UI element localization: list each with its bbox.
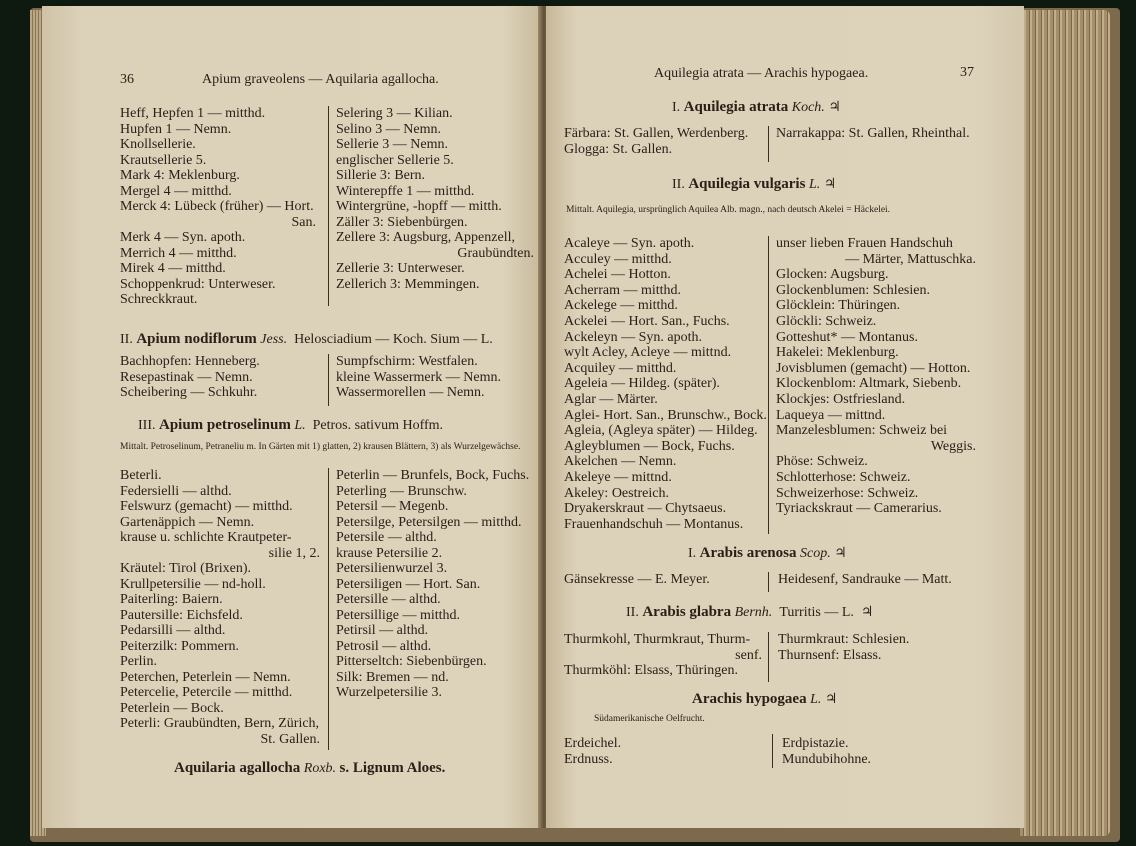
footer-aquilaria: Aquilaria agallocha Roxb. s. Lignum Aloes. (174, 760, 446, 776)
entry-line: Petercelie, Petercile — mitthd. (120, 685, 293, 700)
entry-line: Klockjes: Ostfriesland. (776, 392, 906, 407)
entry-line: senf. (735, 647, 762, 663)
section-arabis-glabra: II. Arabis glabra Bernh. Turritis — L. ♃ (626, 604, 874, 620)
entry-line: Petirsil — althd. (336, 623, 429, 638)
entry-line: Erdpistazie. (782, 736, 849, 751)
section-apium-petroselinum: III. Apium petroselinum L. Petros. sativum Hoffm. (138, 417, 444, 433)
running-head-left: Apium graveolens — Aquilaria agallocha. (202, 72, 439, 87)
left-page (42, 6, 542, 828)
column-rule (772, 734, 773, 768)
entry-line: Pautersille: Eichsfeld. (120, 607, 243, 623)
entry-line: Peiterzilk: Pommern. (120, 638, 239, 654)
entry-line: Achelei — Hotton. (564, 267, 671, 283)
entry-line: Hakelei: Meklenburg. (776, 345, 899, 361)
entry-line: Selino 3 — Nemn. (336, 121, 441, 137)
entry-line: Schoppenkrud: Unterweser. (120, 276, 276, 292)
entry-line: Peterlin — Brunfels, Bock, Fuchs. (336, 468, 530, 483)
entry-line: krause u. schlichte Krautpeter- (120, 530, 292, 545)
entry-line: Petersile — althd. (336, 530, 437, 545)
entry-line: Heff, Hepfen 1 — mitthd. (120, 106, 266, 121)
right-page (546, 6, 1024, 828)
entry-line: Ackeleyn — Syn. apoth. (564, 329, 703, 345)
entry-line: Gänsekresse — E. Meyer. (564, 572, 710, 587)
entry-line: Gotteshut* — Montanus. (776, 329, 918, 345)
column-rule (328, 354, 329, 406)
entry-line: Acculey — mitthd. (564, 251, 672, 267)
entry-line: Agleia, (Agleya später) — Hildeg. (564, 423, 758, 439)
entry-line: Thurmköhl: Elsass, Thüringen. (564, 663, 738, 679)
entry-line: Felswurz (gemacht) — mitthd. (120, 499, 293, 514)
section-arabis-arenosa: I. Arabis arenosa Scop. ♃ (688, 545, 847, 561)
entry-line: Sillerie 3: Bern. (336, 168, 426, 183)
entry-line: Petersil — Megenb. (336, 499, 449, 514)
entry-line: englischer Sellerie 5. (336, 152, 454, 168)
entry-line: Acaleye — Syn. apoth. (564, 236, 695, 251)
entry-line: Winterepffe 1 — mitthd. (336, 183, 475, 199)
entry-line: Laqueya — mittnd. (776, 407, 886, 423)
page-number-right: 37 (960, 65, 974, 80)
entry-line: Agleyblumen — Bock, Fuchs. (564, 438, 735, 454)
section-note: Mittalt. Petroselinum, Petraneliu m. In Gärten mit 1) glatten, 2) krausen Blättern, 3) als Wurzelgewächse. (120, 442, 521, 452)
entry-line: Sumpfschirm: Westfalen. (336, 354, 478, 369)
entry-line: Zellerich 3: Memmingen. (336, 276, 480, 292)
entry-line: Mirek 4 — mitthd. (120, 261, 226, 276)
entry-line: Weggis. (930, 438, 976, 454)
entry-line: Merrich 4 — mitthd. (120, 245, 237, 261)
entry-line: Wassermorellen — Nemn. (336, 385, 485, 400)
entry-line: Klockenblom: Altmark, Siebenb. (776, 376, 962, 392)
entry-line: unser lieben Frauen Handschuh (776, 236, 953, 251)
entry-line: Dryakerskraut — Chytsaeus. (564, 501, 727, 517)
entry-line: Pedarsilli — althd. (120, 623, 226, 638)
entry-line: Graubündten. (457, 245, 534, 261)
entry-line: Glöcklein: Thüringen. (776, 298, 901, 314)
entry-line: Resepastinak — Nemn. (120, 369, 253, 385)
entry-line: Knollsellerie. (120, 137, 196, 152)
section-note: Südamerikanische Oelfrucht. (594, 714, 705, 724)
section-apium-nodiflorum: II. Apium nodiflorum Jess. Helosciadium — Koch. Sium — L. (120, 331, 493, 347)
entry-line: Thurnsenf: Elsass. (778, 647, 882, 663)
entry-line: Zäller 3: Siebenbürgen. (336, 214, 468, 230)
entry-line: Scheibering — Schkuhr. (120, 385, 258, 400)
column-rule (768, 236, 769, 534)
entry-line: Zellerie 3: Unterweser. (336, 261, 465, 276)
entry-line: Mergel 4 — mitthd. (120, 183, 232, 199)
entry-line: Petersilienwurzel 3. (336, 561, 448, 576)
entry-line: Peterchen, Peterlein — Nemn. (120, 669, 291, 685)
entry-line: Merk 4 — Syn. apoth. (120, 230, 246, 245)
entry-line: Ageleia — Hildeg. (später). (564, 376, 720, 392)
section-title: Apium nodiflorum (136, 331, 257, 347)
entry-line: Schlotterhose: Schweiz. (776, 470, 911, 485)
entry-line: Zellere 3: Augsburg, Appenzell, (336, 230, 515, 245)
entry-line: Glogga: St. Gallen. (564, 142, 673, 157)
entry-line: Wintergrüne, -hopff — mitth. (336, 199, 502, 214)
entry-line: Thurmkohl, Thurmkraut, Thurm- (564, 632, 751, 647)
entry-line: — Märter, Mattuschka. (845, 251, 976, 267)
entry-line: Bachhopfen: Henneberg. (120, 354, 260, 369)
entry-line: Selering 3 — Kilian. (336, 106, 453, 121)
column-rule (328, 468, 329, 750)
entry-line: Erdeichel. (564, 736, 622, 751)
entry-line: Glockenblumen: Schlesien. (776, 282, 930, 298)
entry-line: silie 1, 2. (268, 545, 320, 561)
entry-line: Ackelege — mitthd. (564, 298, 678, 314)
entry-line: Schweizerhose: Schweiz. (776, 485, 919, 501)
column-rule (768, 632, 769, 682)
entry-line: Aglei- Hort. San., Brunschw., Bock. (564, 407, 767, 423)
entry-line: Mark 4: Meklenburg. (120, 168, 240, 183)
entry-line: San. (291, 214, 316, 230)
entry-line: Acherram — mitthd. (564, 282, 682, 298)
entry-line: Phöse: Schweiz. (776, 454, 868, 470)
section-title: Apium petroselinum (159, 417, 291, 433)
section-arachis-hypogaea: Arachis hypogaea L. ♃ (692, 691, 838, 707)
running-head-right: Aquilegia atrata — Arachis hypogaea. (654, 66, 869, 81)
entry-line: Merck 4: Lübeck (früher) — Hort. (120, 199, 314, 214)
entry-line: Peterling — Brunschw. (336, 483, 467, 499)
entry-line: Tyriackskraut — Camerarius. (776, 501, 942, 517)
entry-line: Thurmkraut: Schlesien. (778, 632, 910, 647)
entry-line: Kräutel: Tirol (Brixen). (120, 561, 252, 576)
entry-line: Silk: Bremen — nd. (336, 669, 449, 685)
entry-line: Narrakappa: St. Gallen, Rheinthal. (776, 126, 970, 141)
entry-line: Petrosil — althd. (336, 638, 432, 654)
section-note: Mittalt. Aquilegia, ursprünglich Aquilea Alb. magn., nach deutsch Akelei = Häckelei. (566, 205, 891, 215)
entry-line: kleine Wassermerk — Nemn. (336, 369, 502, 385)
entry-line: Beterli. (120, 468, 162, 483)
entry-line: Krullpetersilie — nd-holl. (120, 576, 266, 592)
entry-line: Pitterseltch: Siebenbürgen. (336, 654, 487, 669)
section-aquilegia-vulgaris: II. Aquilegia vulgaris L. ♃ (672, 176, 837, 192)
entry-line: Paiterling: Baiern. (120, 592, 223, 607)
entry-line: Petersilge, Petersilgen — mitthd. (336, 514, 522, 530)
column-rule (328, 106, 329, 306)
entry-line: Aglar — Märter. (564, 392, 658, 407)
entry-line: Heidesenf, Sandrauke — Matt. (778, 572, 952, 587)
entry-line: Gartenäppich — Nemn. (120, 514, 255, 530)
entry-line: Erdnuss. (564, 751, 613, 767)
entry-line: Akeleye — mittnd. (564, 470, 672, 485)
entry-line: Federsielli — althd. (120, 483, 232, 499)
entry-line: Manzelesblumen: Schweiz bei (776, 423, 948, 439)
entry-line: Ackelei — Hort. San., Fuchs. (564, 314, 730, 329)
entry-line: St. Gallen. (260, 731, 320, 747)
entry-line: Peterli: Graubündten, Bern, Zürich, (120, 716, 320, 731)
entry-line: Schreckkraut. (120, 292, 198, 307)
column-rule (768, 126, 769, 162)
entry-line: Petersille — althd. (336, 592, 441, 607)
entry-line: Akeley: Oestreich. (564, 485, 669, 501)
entry-line: Jovisblumen (gemacht) — Hotton. (776, 360, 971, 376)
entry-line: Petersiligen — Hort. San. (336, 576, 481, 592)
entry-line: Hupfen 1 — Nemn. (120, 121, 232, 137)
entry-line: Glöckli: Schweiz. (776, 314, 877, 329)
column-rule (768, 572, 769, 592)
entry-line: Mundubihohne. (782, 751, 872, 767)
entry-line: Frauenhandschuh — Montanus. (564, 516, 744, 532)
entry-line: Acquiley — mitthd. (564, 360, 677, 376)
entry-line: Perlin. (120, 654, 157, 669)
entry-line: Krautsellerie 5. (120, 152, 207, 168)
entry-line: Akelchen — Nemn. (564, 454, 677, 470)
entry-line: Wurzelpetersilie 3. (336, 685, 442, 700)
entry-line: Sellerie 3 — Nemn. (336, 137, 448, 152)
section-aquilegia-atrata: I. Aquilegia atrata Koch. ♃ (672, 99, 841, 115)
entry-line: Petersillige — mitthd. (336, 607, 461, 623)
page-edges-right (1020, 10, 1110, 836)
page-number-left: 36 (120, 72, 134, 87)
entry-line: wylt Acley, Acleye — mittnd. (564, 345, 732, 361)
entry-line: Färbara: St. Gallen, Werdenberg. (564, 126, 749, 141)
entry-line: Glocken: Augsburg. (776, 267, 889, 283)
entry-line: krause Petersilie 2. (336, 545, 443, 561)
entry-line: Peterlein — Bock. (120, 700, 224, 716)
